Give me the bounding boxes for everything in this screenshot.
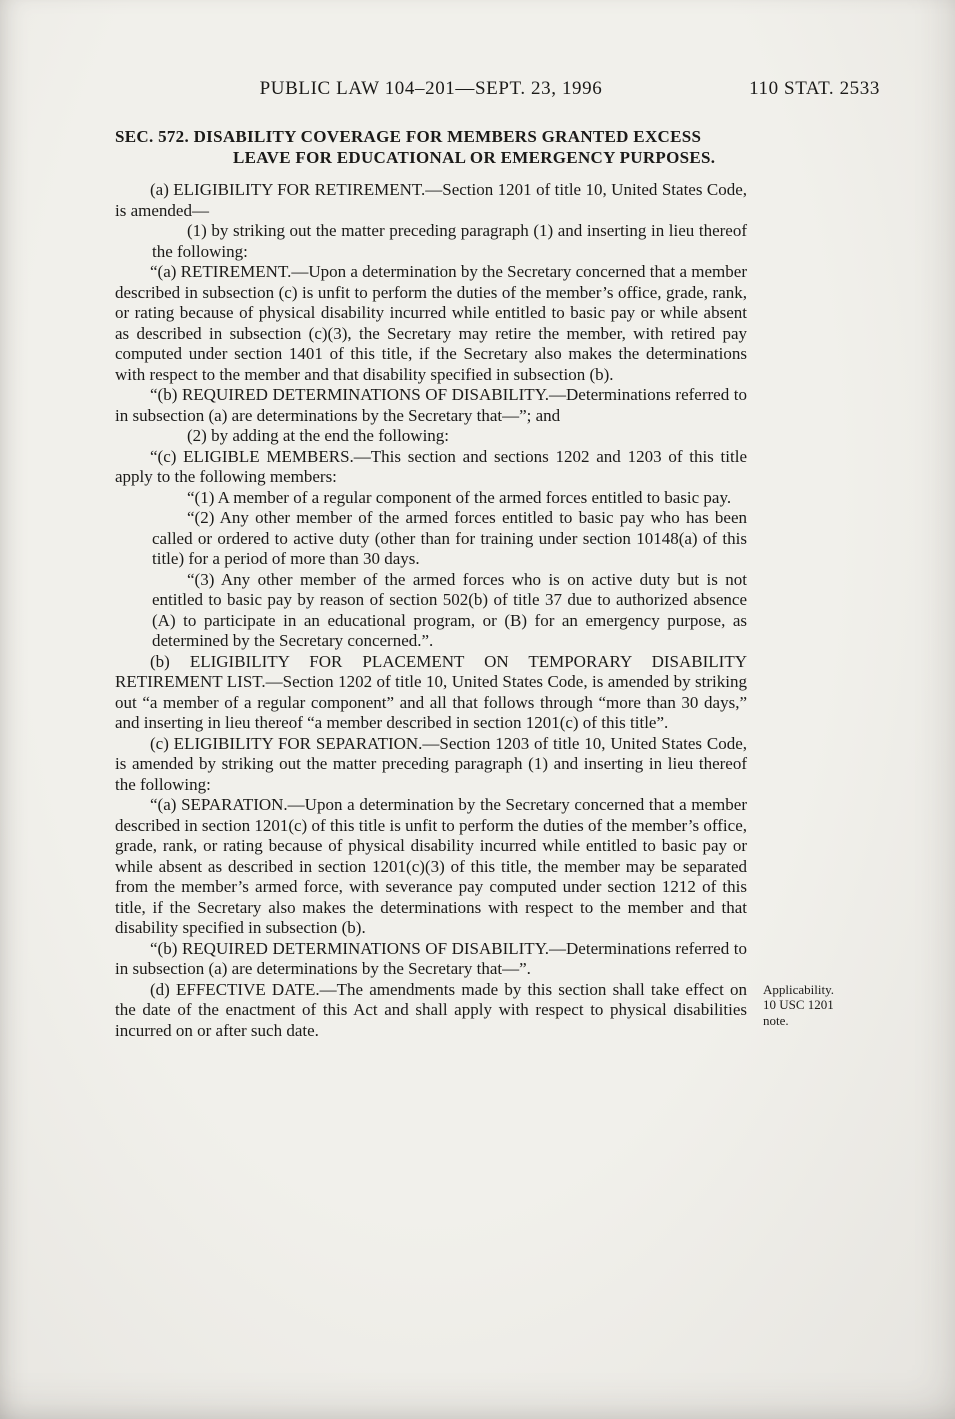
margin-note — [763, 982, 883, 1029]
section-heading: SEC. 572. DISABILITY COVERAGE FOR MEMBERS GRANTED EXCESS LEAVE FOR EDUCATIONAL OR EMERGENCY PURPOSES. — [115, 127, 716, 167]
quoted-subsection-b-determinations-2: “(b) REQUIRED DETERMINATIONS OF DISABILITY.—Determinations referred to in subsection (a) are determinations by the Secretary that—”. — [115, 938, 747, 978]
quoted-subsection-b-determinations: “(b) REQUIRED DETERMINATIONS OF DISABILITY.—Determinations referred to in subsection (a) are determinations by the Secretary that—”; and — [115, 385, 747, 425]
statute-body — [115, 180, 835, 1041]
amendment-clause-1: (1) by striking out the matter preceding paragraph (1) and inserting in lieu thereof the following: — [152, 221, 747, 261]
subsection-a-intro: (a) ELIGIBILITY FOR RETIREMENT.—Section 1201 of title 10, United States Code, is amended— — [115, 180, 747, 220]
quoted-member-paragraph-3: “(3) Any other member of the armed forces who is on active duty but is not entitled to basic pay by reason of section 502(b) of title 37 due to authorized absence (A) to participate in an educational program, or (B) for an emergency purpose, as determined by the Secretary concerned.”. — [152, 569, 747, 650]
subsection-b-placement: (b) ELIGIBILITY FOR PLACEMENT ON TEMPORARY DISABILITY RETIREMENT LIST.—Section 1202 of title 10, United States Code, is amended by striking out “a member of a regular component” and all that follows through “more than 30 days,” and inserting in lieu thereof “a member described in section 1201(c) of this title”. — [115, 651, 747, 732]
quoted-member-paragraph-2: “(2) Any other member of the armed forces entitled to basic pay who has been called or ordered to active duty (other than for training under section 10148(a) of this title) for a period of more than 30 days. — [152, 508, 747, 568]
statutes-at-large-citation: 110 STAT. 2533 — [749, 78, 880, 99]
subsection-d-effective-date: (d) EFFECTIVE DATE.—The amendments made by this section shall take effect on the date of the enactment of this Act and shall apply with respect to physical disabilities incurred on or after such date. — [115, 979, 747, 1040]
page-content — [115, 78, 880, 1041]
running-head — [115, 78, 880, 100]
subsection-c-separation-intro: (c) ELIGIBILITY FOR SEPARATION.—Section 1203 of title 10, United States Code, is amended by striking out the matter preceding paragraph (1) and inserting in lieu thereof the following: — [115, 733, 747, 794]
margin-note-line: note. — [763, 1012, 789, 1028]
quoted-subsection-c-eligible-members: “(c) ELIGIBLE MEMBERS.—This section and sections 1202 and 1203 of this title apply to the following members: — [115, 446, 747, 486]
margin-note-line: Applicability. — [763, 981, 835, 997]
quoted-member-paragraph-1: “(1) A member of a regular component of the armed forces entitled to basic pay. — [187, 487, 732, 507]
margin-note-line: 10 USC 1201 — [763, 997, 834, 1012]
quoted-subsection-a-retirement: “(a) RETIREMENT.—Upon a determination by the Secretary concerned that a member described in subsection (c) is unfit to perform the duties of the member’s office, grade, rank, or rating because of physical disability incurred while entitled to basic pay or while absent as described in subsection (c)(3), the Secretary may retire the member, with retired pay computed under section 1401 of this title, if the Secretary also makes the determinations with respect to the member and that disability specified in subsection (b). — [115, 262, 747, 384]
public-law-citation: PUBLIC LAW 104–201—SEPT. 23, 1996 — [259, 78, 603, 99]
quoted-subsection-a-separation: “(a) SEPARATION.—Upon a determination by the Secretary concerned that a member described in section 1201(c) of this title is unfit to perform the duties of the member’s office, grade, rank, or rating because of physical disability incurred while entitled to basic pay or while absent as described in section 1201(c)(3) of this title, the member may be separated from the member’s armed force, with severance pay computed under section 1212 of this title, if the Secretary also makes the determinations with respect to the member and that disability specified in subsection (b). — [115, 795, 747, 937]
amendment-clause-2: (2) by adding at the end the following: — [187, 426, 450, 445]
subsection-d-block — [115, 979, 835, 1042]
